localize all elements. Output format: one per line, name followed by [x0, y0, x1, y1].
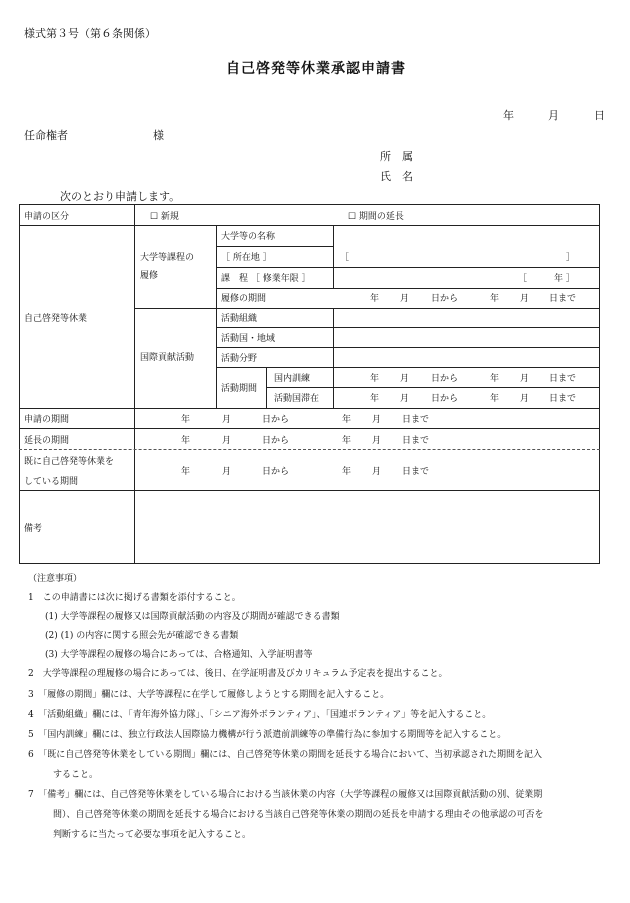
span-from: 日から: [431, 294, 459, 304]
span-from: 日から: [262, 467, 290, 477]
domestic-training-label: 国内訓練: [274, 374, 311, 384]
span-month: 月: [222, 415, 232, 425]
span-month: 月: [372, 436, 382, 446]
existing-period-label-line1: 既に自己啓発等休業を: [24, 457, 115, 467]
affiliation-label: 所 属: [380, 150, 413, 163]
page-title: 自己啓発等休業承認申請書: [226, 61, 406, 77]
note-7: 7 「備考」欄には、自己啓発等休業をしている場合における当該休業の内容（大学等課程の履修又は国際貢献活動の別、従業期: [28, 790, 543, 800]
name-label: 氏 名: [380, 170, 413, 183]
note-4: 4 「活動組織」欄には、「青年海外協力隊」、「シニア海外ボランティア」、「国連ボランティア」等を記入すること。: [28, 710, 492, 720]
course-label: 課 程 ［ 修業年限 ］: [221, 274, 311, 284]
org-label: 活動組織: [221, 314, 258, 324]
span-year: 年: [370, 374, 380, 384]
location-bracket-open: ［: [340, 253, 350, 263]
span-year: 年: [490, 374, 500, 384]
extend-period-label: 延長の期間: [24, 436, 70, 446]
span-to: 日まで: [402, 415, 430, 425]
remarks-label: 備考: [24, 524, 43, 534]
span-from: 日から: [431, 374, 459, 384]
span-year: 年: [342, 436, 352, 446]
univ-label-line2: 履修: [140, 271, 159, 281]
span-month: 月: [372, 415, 382, 425]
span-from: 日から: [431, 394, 459, 404]
span-month: 月: [222, 436, 232, 446]
span-from: 日から: [262, 415, 290, 425]
note-1-item-2: (2) (1) の内容に関する照会先が確認できる書類: [45, 631, 239, 641]
location-bracket-close: ］: [566, 253, 576, 263]
activity-period-label: 活動期間: [221, 384, 258, 394]
date-day: 日: [594, 109, 605, 122]
notes-heading: （注意事項）: [28, 574, 83, 584]
note-7-cont-1: 間）、自己啓発等休業の期間を延長する場合における当該自己啓発等休業の期間の延長を申請する理由その他承認の可否を: [53, 810, 544, 820]
span-year: 年: [181, 436, 191, 446]
span-year: 年: [342, 467, 352, 477]
span-month: 月: [520, 374, 530, 384]
univ-name-label: 大学等の名称: [221, 232, 276, 242]
note-2: 2 大学等課程の理履修の場合にあっては、後日、在学証明書及びカリキュラム予定表を提出すること。: [28, 669, 448, 679]
span-to: 日まで: [549, 374, 577, 384]
note-6: 6 「既に自己啓発等休業をしている期間」欄には、自己啓発等休業の期間を延長する場合において、当初承認された期間を記入: [28, 750, 543, 760]
study-period-label: 履修の期間: [221, 294, 267, 304]
univ-location-label: ［ 所在地 ］: [221, 253, 272, 263]
note-5: 5 「国内訓練」欄には、独立行政法人国際協力機構が行う派遣前訓練等の準備行為に参加する期間等を記入すること。: [28, 730, 507, 740]
span-year: 年: [342, 415, 352, 425]
span-month: 月: [372, 467, 382, 477]
note-3: 3 「履修の期間」欄には、大学等課程に在学して履修しようとする期間を記入すること。: [28, 690, 390, 700]
span-month: 月: [400, 394, 410, 404]
span-from: 日から: [262, 436, 290, 446]
field-label: 活動分野: [221, 354, 258, 364]
intl-activity-label: 国際貢献活動: [140, 353, 195, 363]
span-year: 年: [490, 294, 500, 304]
leave-label: 自己啓発等休業: [24, 314, 88, 324]
span-year: 年: [370, 294, 380, 304]
span-month: 月: [520, 294, 530, 304]
type-label: 申請の区分: [24, 212, 70, 222]
span-month: 月: [520, 394, 530, 404]
span-month: 月: [222, 467, 232, 477]
option-new-checkbox[interactable]: ☐ 新規: [150, 212, 179, 222]
span-year: 年: [181, 467, 191, 477]
option-extend-checkbox[interactable]: ☐ 期間の延長: [348, 212, 404, 222]
note-1: 1 この申請書には次に掲げる書類を添付すること。: [28, 593, 241, 603]
course-years: ［ 年 ］: [518, 274, 575, 284]
note-6-cont: すること。: [53, 770, 99, 780]
note-1-item-3: (3) 大学等課程の履修の場合にあっては、合格通知、入学証明書等: [45, 650, 313, 660]
date-month: 月: [548, 109, 559, 122]
span-to: 日まで: [402, 467, 430, 477]
addressee-label: 任命権者: [24, 129, 68, 142]
note-7-cont-2: 判断するに当たって必要な事項を記入すること。: [53, 830, 252, 840]
intro-text: 次のとおり申請します。: [60, 190, 181, 203]
span-to: 日まで: [402, 436, 430, 446]
univ-label-line1: 大学等課程の: [140, 253, 195, 263]
span-month: 月: [400, 294, 410, 304]
stay-abroad-label: 活動国滞在: [274, 394, 320, 404]
country-label: 活動国・地域: [221, 334, 276, 344]
span-year: 年: [370, 394, 380, 404]
span-month: 月: [400, 374, 410, 384]
existing-period-label-line2: している期間: [24, 477, 79, 487]
span-to: 日まで: [549, 294, 577, 304]
span-year: 年: [181, 415, 191, 425]
form-number: 様式第３号（第６条関係）: [24, 27, 156, 40]
date-year: 年: [503, 109, 514, 122]
addressee-honorific: 様: [153, 129, 164, 142]
note-1-item-1: (1) 大学等課程の履修又は国際貢献活動の内容及び期間が確認できる書類: [45, 612, 340, 622]
apply-period-label: 申請の期間: [24, 415, 70, 425]
span-to: 日まで: [549, 394, 577, 404]
span-year: 年: [490, 394, 500, 404]
